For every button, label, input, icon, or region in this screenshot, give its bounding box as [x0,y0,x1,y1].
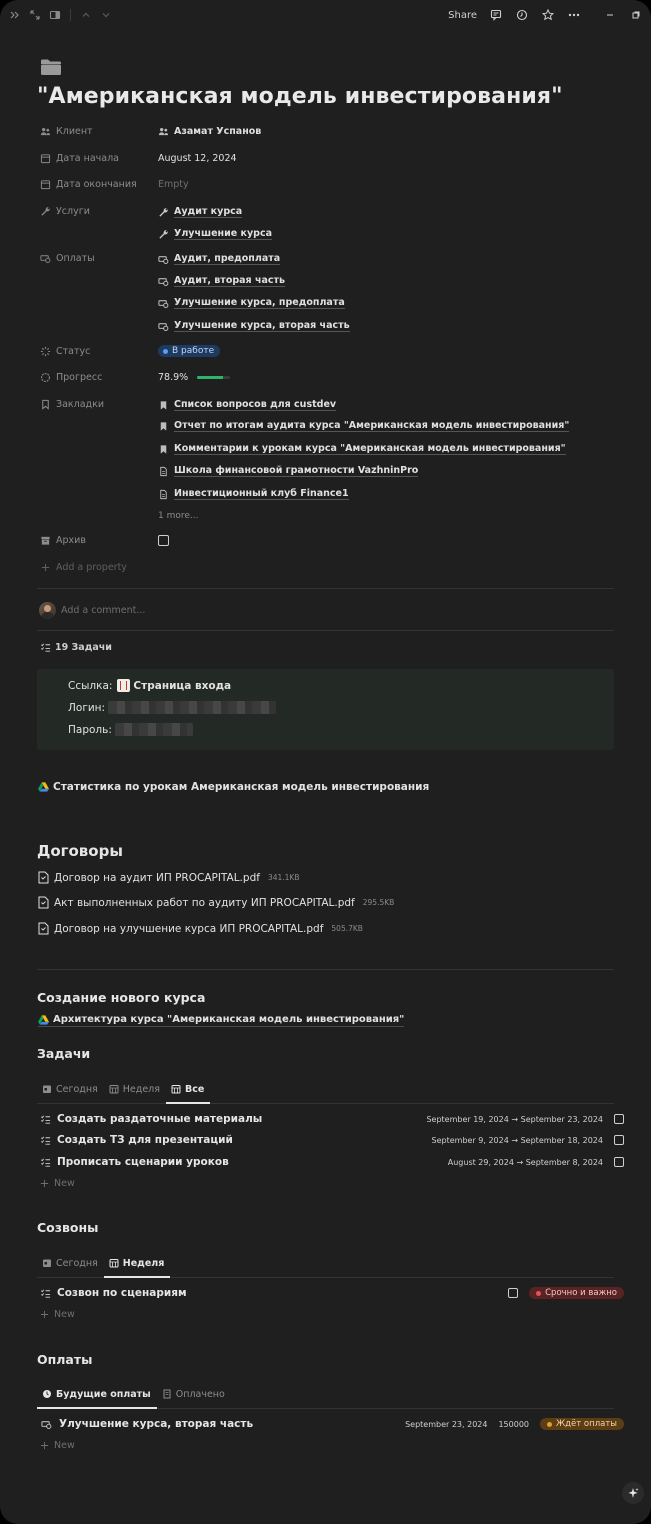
table-row[interactable]: Создать раздаточные материалы September 19, 2024 → September 23, 2024 [40,1110,624,1128]
progress-circle-icon [40,372,51,383]
progress-value[interactable]: 78.9% [158,372,230,383]
calendar-week-icon [109,1084,119,1094]
status-spinner-icon [40,346,51,357]
client-label: Клиент [56,126,93,137]
tab-today[interactable]: Сегодня [37,1255,104,1277]
new-course-heading: Создание нового курса [37,990,206,1005]
payments-label: Оплаты [56,253,95,264]
login-page-link[interactable]: Страница входа [133,679,232,692]
progress-fill [197,376,223,379]
clock-icon [42,1389,52,1399]
history-clock-icon[interactable] [515,8,529,22]
chevron-up-icon[interactable] [79,8,93,22]
side-peek-icon[interactable] [48,8,62,22]
client-value[interactable]: Азамат Успанов [158,126,261,137]
login-link-line: Ссылка: Страница входа [68,679,232,692]
property-client[interactable] [40,126,158,137]
task-done-checkbox[interactable] [614,1157,624,1167]
calls-new-button[interactable]: New [40,1309,75,1320]
minimize-icon[interactable] [603,8,617,22]
property-start-date[interactable] [40,153,158,164]
status-value[interactable] [158,345,220,357]
tasks-view-tabs [37,1082,614,1104]
start-date-value[interactable]: August 12, 2024 [158,153,237,164]
file-icon [38,896,49,909]
payment-amount: 150000 [498,1419,530,1429]
services-label: Услуги [56,206,90,217]
bookmark-item[interactable]: Школа финансовой грамотности VazhninPro [158,465,418,477]
calls-view-tabs [37,1256,614,1278]
plus-icon [40,1441,49,1450]
calendar-icon [40,153,51,164]
divider [37,630,614,631]
tasks-new-button[interactable]: New [40,1178,75,1189]
bookmark-item[interactable]: Отчет по итогам аудита курса "Американская модель инвестирования" [158,420,569,432]
bookmark-item[interactable]: Комментарии к урокам курса "Американская модель инвестирования" [158,443,566,455]
bookmark-item[interactable]: Инвестиционный клуб Finance1 [158,488,349,500]
checklist-icon [40,1157,51,1168]
property-services[interactable] [40,206,158,217]
double-chevron-right-icon[interactable] [8,8,22,22]
property-payments[interactable] [40,253,158,264]
password-line: Пароль: [68,723,193,736]
service-item[interactable]: Аудит курса [158,206,242,218]
calendar-day-icon [42,1084,52,1094]
google-drive-icon [38,782,49,792]
add-property-button[interactable]: Add a property [40,562,158,573]
star-icon[interactable] [541,8,555,22]
wrench-icon [158,207,169,218]
course-architecture-link[interactable]: Архитектура курса "Американская модель инвестирования" [38,1014,404,1027]
property-bookmarks[interactable] [40,399,158,410]
bookmark-icon [158,400,169,411]
money-refresh-icon [40,1419,53,1430]
calendar-day-icon [42,1258,52,1268]
document-icon [158,466,169,477]
divider [37,588,614,589]
top-bar [0,0,651,30]
archive-label: Архив [56,535,86,546]
plus-icon [40,562,51,573]
calls-heading: Созвоны [37,1220,99,1235]
people-icon [40,126,51,137]
plus-icon [40,1310,49,1319]
sparkle-icon [627,1487,639,1499]
progress-label: Прогресс [56,372,103,383]
checklist-icon [40,1135,51,1146]
page-thumbnail-icon [117,679,130,692]
file-icon [38,871,49,884]
property-archive[interactable] [40,535,158,546]
money-refresh-icon [158,321,169,332]
table-row[interactable]: Прописать сценарии уроков August 29, 2024 → September 8, 2024 [40,1153,624,1171]
tab-all[interactable]: Все [166,1081,210,1103]
chevron-down-icon[interactable] [99,8,113,22]
restore-window-icon[interactable] [629,8,643,22]
tasks-rollup[interactable]: 19 Задачи [40,642,112,653]
calendar-icon [40,179,51,190]
login-line: Логин: [68,701,276,714]
checkbox[interactable] [158,535,169,546]
statistics-link[interactable]: Статистика по урокам Американская модель инвестирования [38,781,429,793]
task-done-checkbox[interactable] [614,1114,624,1124]
status-label: Статус [56,346,91,357]
bookmark-icon [158,444,169,455]
property-status[interactable] [40,346,158,357]
payments-heading: Оплаты [37,1352,93,1367]
file-attachment[interactable]: Договор на аудит ИП PROCAPITAL.pdf 341.1KB [38,871,299,884]
payment-item[interactable]: Улучшение курса, предоплата [158,297,345,309]
archive-checkbox[interactable] [158,535,169,546]
bookmarks-more-link[interactable]: 1 more... [158,511,199,521]
redacted-password [115,723,193,736]
wrench-icon [158,229,169,240]
payments-view-tabs [37,1387,614,1409]
tasks-heading: Задачи [37,1046,91,1061]
money-refresh-icon [158,254,169,265]
bookmarks-label: Закладки [56,399,105,410]
payment-status-tag: Ждёт оплаты [540,1418,624,1430]
end-date-value[interactable]: Empty [158,179,189,190]
archive-box-icon [40,535,51,546]
checklist-icon [40,642,51,653]
tab-today[interactable]: Сегодня [37,1081,104,1103]
expand-icon[interactable] [28,8,42,22]
payment-item[interactable]: Аудит, вторая часть [158,275,285,287]
status-dot [163,349,168,354]
start-date-label: Дата начала [56,153,119,164]
divider [37,969,614,970]
file-icon [38,922,49,935]
service-item[interactable]: Улучшение курса [158,228,272,240]
tab-paid[interactable]: Оплачено [157,1386,231,1408]
bookmark-icon [40,399,51,410]
wrench-icon [40,206,51,217]
checklist-icon [40,1114,51,1125]
comment-icon[interactable] [489,8,503,22]
progress-bar [197,376,230,379]
money-refresh-icon [158,298,169,309]
task-done-checkbox[interactable] [614,1135,624,1145]
payment-item[interactable]: Аудит, предоплата [158,253,280,265]
call-done-checkbox[interactable] [508,1288,518,1298]
calendar-week-icon [109,1258,119,1268]
file-attachment[interactable]: Договор на улучшение курса ИП PROCAPITAL.pdf 505.7KB [38,922,363,935]
avatar [39,602,56,619]
payment-item[interactable]: Улучшение курса, вторая часть [158,320,350,332]
calendar-grid-icon [171,1084,181,1094]
document-icon [158,489,169,500]
money-refresh-icon [40,253,51,264]
table-row[interactable]: Создать ТЗ для презентаций September 9, 2024 → September 18, 2024 [40,1131,624,1149]
property-end-date[interactable] [40,179,158,190]
end-date-label: Дата окончания [56,179,137,190]
money-refresh-icon [158,276,169,287]
share-button[interactable]: Share [448,9,477,21]
plus-icon [40,1179,49,1188]
more-options-icon[interactable] [567,8,581,22]
redacted-login [108,701,276,714]
ai-assistant-button[interactable] [622,1482,644,1504]
property-progress[interactable] [40,372,158,383]
google-drive-icon [38,1015,49,1025]
payments-new-button[interactable]: New [40,1440,75,1451]
checklist-icon [40,1288,51,1299]
bookmark-icon [158,421,169,432]
status-badge: В работе [158,345,220,357]
contracts-heading: Договоры [37,842,123,860]
credentials-callout [37,669,614,750]
toolbar-divider [70,9,71,21]
tab-week[interactable]: Неделя [104,1255,171,1277]
people-icon [158,126,169,137]
bookmark-item[interactable]: Список вопросов для custdev [158,399,336,411]
file-attachment[interactable]: Акт выполненных работ по аудиту ИП PROCAPITAL.pdf 295.5KB [38,896,394,909]
tab-week[interactable]: Неделя [104,1081,166,1103]
table-row[interactable]: Улучшение курса, вторая часть September 23, 2024 150000 Ждёт оплаты [40,1415,624,1433]
table-row[interactable]: Созвон по сценариям Срочно и важно [40,1284,624,1302]
page-title[interactable]: "Американская модель инвестирования" [37,84,563,109]
comment-input[interactable]: Add a comment... [61,605,146,616]
priority-tag: Срочно и важно [529,1287,624,1299]
folder-icon[interactable] [40,58,62,76]
tab-future-payments[interactable]: Будущие оплаты [37,1386,157,1408]
receipt-icon [162,1389,172,1399]
